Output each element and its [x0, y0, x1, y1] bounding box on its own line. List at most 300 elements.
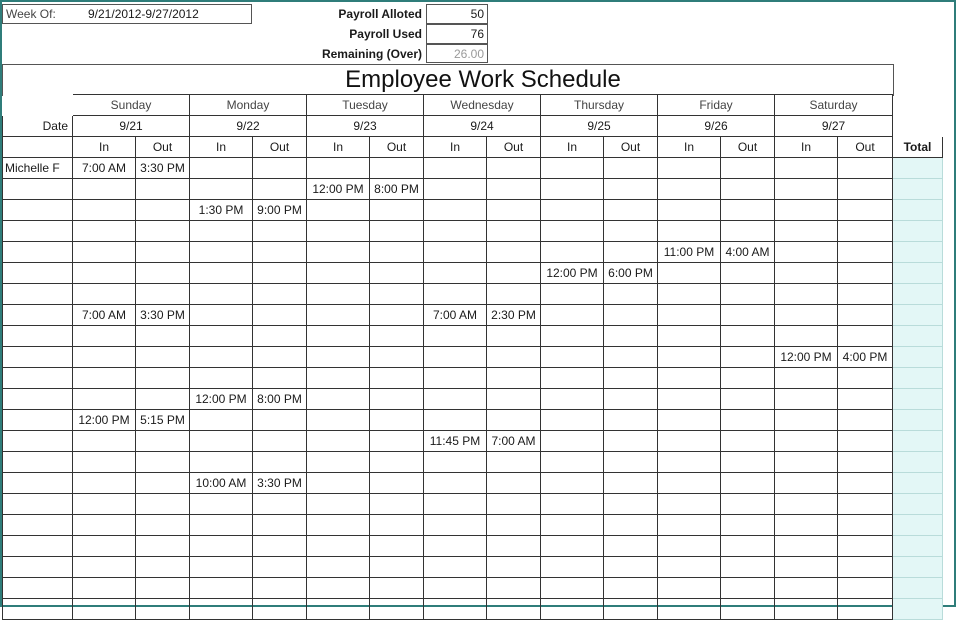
shift-out-cell[interactable] — [838, 431, 893, 452]
shift-out-cell[interactable] — [487, 599, 541, 620]
shift-out-cell[interactable] — [136, 494, 190, 515]
shift-out-cell[interactable] — [604, 452, 658, 473]
shift-in-cell[interactable] — [424, 158, 487, 179]
shift-out-cell[interactable] — [136, 578, 190, 599]
shift-in-cell[interactable] — [73, 263, 136, 284]
employee-name-cell[interactable] — [3, 389, 73, 410]
shift-out-cell[interactable] — [253, 347, 307, 368]
shift-out-cell[interactable] — [721, 431, 775, 452]
shift-out-cell[interactable] — [136, 284, 190, 305]
shift-in-cell[interactable] — [307, 326, 370, 347]
shift-out-cell[interactable] — [253, 452, 307, 473]
shift-out-cell[interactable] — [136, 452, 190, 473]
employee-name-cell[interactable] — [3, 326, 73, 347]
shift-in-cell[interactable] — [658, 410, 721, 431]
shift-out-cell[interactable] — [253, 599, 307, 620]
shift-in-cell[interactable] — [658, 557, 721, 578]
shift-out-cell[interactable] — [136, 599, 190, 620]
shift-in-cell[interactable] — [775, 578, 838, 599]
shift-out-cell[interactable] — [370, 368, 424, 389]
shift-out-cell[interactable] — [136, 431, 190, 452]
shift-in-cell[interactable] — [658, 389, 721, 410]
shift-out-cell[interactable] — [253, 158, 307, 179]
employee-name-cell[interactable] — [3, 536, 73, 557]
shift-out-cell[interactable] — [136, 200, 190, 221]
employee-name-cell[interactable] — [3, 494, 73, 515]
shift-out-cell[interactable] — [604, 599, 658, 620]
shift-out-cell[interactable] — [487, 473, 541, 494]
shift-in-cell[interactable] — [307, 452, 370, 473]
shift-out-cell[interactable] — [487, 284, 541, 305]
shift-in-cell[interactable] — [541, 284, 604, 305]
shift-in-cell[interactable] — [541, 368, 604, 389]
shift-in-cell[interactable]: 12:00 PM — [73, 410, 136, 431]
shift-in-cell[interactable] — [775, 473, 838, 494]
shift-out-cell[interactable]: 9:00 PM — [253, 200, 307, 221]
shift-in-cell[interactable] — [424, 347, 487, 368]
shift-in-cell[interactable] — [775, 410, 838, 431]
shift-in-cell[interactable] — [541, 473, 604, 494]
shift-out-cell[interactable] — [253, 494, 307, 515]
shift-in-cell[interactable] — [424, 389, 487, 410]
shift-out-cell[interactable]: 3:30 PM — [136, 305, 190, 326]
shift-out-cell[interactable] — [838, 452, 893, 473]
shift-in-cell[interactable] — [775, 305, 838, 326]
shift-out-cell[interactable] — [487, 494, 541, 515]
shift-in-cell[interactable] — [307, 389, 370, 410]
shift-out-cell[interactable] — [721, 473, 775, 494]
shift-in-cell[interactable] — [307, 158, 370, 179]
shift-in-cell[interactable] — [541, 494, 604, 515]
shift-in-cell[interactable] — [424, 242, 487, 263]
shift-in-cell[interactable] — [424, 221, 487, 242]
shift-out-cell[interactable] — [253, 221, 307, 242]
shift-in-cell[interactable] — [190, 536, 253, 557]
shift-out-cell[interactable] — [604, 389, 658, 410]
shift-out-cell[interactable] — [838, 284, 893, 305]
shift-out-cell[interactable] — [370, 557, 424, 578]
employee-name-cell[interactable] — [3, 557, 73, 578]
shift-in-cell[interactable] — [775, 389, 838, 410]
shift-out-cell[interactable] — [721, 221, 775, 242]
shift-out-cell[interactable] — [838, 557, 893, 578]
shift-out-cell[interactable] — [604, 158, 658, 179]
shift-out-cell[interactable] — [838, 578, 893, 599]
shift-out-cell[interactable] — [487, 242, 541, 263]
shift-in-cell[interactable] — [424, 515, 487, 536]
shift-out-cell[interactable] — [487, 536, 541, 557]
shift-out-cell[interactable] — [721, 284, 775, 305]
shift-in-cell[interactable] — [73, 452, 136, 473]
shift-out-cell[interactable] — [604, 410, 658, 431]
shift-in-cell[interactable] — [424, 452, 487, 473]
shift-in-cell[interactable] — [190, 515, 253, 536]
day-date-sunday[interactable]: 9/21 — [73, 116, 190, 137]
shift-in-cell[interactable] — [424, 557, 487, 578]
shift-in-cell[interactable]: 7:00 AM — [73, 158, 136, 179]
shift-in-cell[interactable] — [190, 452, 253, 473]
day-date-thursday[interactable]: 9/25 — [541, 116, 658, 137]
shift-out-cell[interactable] — [487, 452, 541, 473]
shift-out-cell[interactable] — [604, 242, 658, 263]
shift-out-cell[interactable] — [838, 536, 893, 557]
shift-in-cell[interactable] — [307, 263, 370, 284]
shift-in-cell[interactable] — [307, 599, 370, 620]
shift-in-cell[interactable] — [190, 368, 253, 389]
shift-out-cell[interactable] — [721, 536, 775, 557]
shift-in-cell[interactable] — [190, 494, 253, 515]
shift-out-cell[interactable] — [721, 179, 775, 200]
shift-out-cell[interactable] — [487, 578, 541, 599]
shift-out-cell[interactable] — [838, 242, 893, 263]
shift-in-cell[interactable] — [73, 242, 136, 263]
shift-out-cell[interactable] — [721, 410, 775, 431]
shift-in-cell[interactable] — [658, 200, 721, 221]
shift-out-cell[interactable] — [838, 200, 893, 221]
shift-out-cell[interactable] — [604, 284, 658, 305]
shift-out-cell[interactable] — [487, 515, 541, 536]
shift-in-cell[interactable]: 12:00 PM — [307, 179, 370, 200]
shift-out-cell[interactable] — [253, 431, 307, 452]
shift-out-cell[interactable] — [838, 263, 893, 284]
payroll-used-value[interactable]: 76 — [470, 27, 484, 41]
shift-in-cell[interactable] — [73, 536, 136, 557]
shift-in-cell[interactable]: 11:00 PM — [658, 242, 721, 263]
shift-in-cell[interactable] — [307, 431, 370, 452]
shift-in-cell[interactable] — [307, 200, 370, 221]
shift-out-cell[interactable]: 7:00 AM — [487, 431, 541, 452]
shift-in-cell[interactable]: 7:00 AM — [424, 305, 487, 326]
shift-in-cell[interactable] — [775, 326, 838, 347]
shift-in-cell[interactable] — [541, 305, 604, 326]
shift-in-cell[interactable] — [73, 347, 136, 368]
shift-in-cell[interactable] — [541, 578, 604, 599]
shift-out-cell[interactable] — [370, 347, 424, 368]
shift-in-cell[interactable] — [541, 158, 604, 179]
shift-out-cell[interactable] — [370, 389, 424, 410]
employee-name-cell[interactable] — [3, 242, 73, 263]
shift-in-cell[interactable] — [658, 305, 721, 326]
shift-out-cell[interactable] — [838, 158, 893, 179]
shift-out-cell[interactable] — [370, 326, 424, 347]
shift-in-cell[interactable] — [775, 221, 838, 242]
shift-out-cell[interactable] — [370, 200, 424, 221]
shift-out-cell[interactable]: 5:15 PM — [136, 410, 190, 431]
shift-in-cell[interactable] — [424, 179, 487, 200]
shift-in-cell[interactable]: 7:00 AM — [73, 305, 136, 326]
shift-in-cell[interactable] — [73, 326, 136, 347]
shift-out-cell[interactable] — [136, 347, 190, 368]
shift-in-cell[interactable] — [73, 578, 136, 599]
shift-out-cell[interactable] — [370, 599, 424, 620]
shift-in-cell[interactable] — [658, 452, 721, 473]
shift-in-cell[interactable] — [424, 368, 487, 389]
shift-in-cell[interactable] — [775, 200, 838, 221]
shift-out-cell[interactable] — [838, 179, 893, 200]
shift-in-cell[interactable] — [190, 431, 253, 452]
shift-out-cell[interactable] — [604, 200, 658, 221]
shift-in-cell[interactable] — [541, 536, 604, 557]
shift-in-cell[interactable] — [73, 221, 136, 242]
shift-out-cell[interactable] — [370, 221, 424, 242]
shift-out-cell[interactable] — [370, 473, 424, 494]
shift-out-cell[interactable] — [838, 473, 893, 494]
shift-out-cell[interactable] — [838, 599, 893, 620]
shift-out-cell[interactable] — [253, 284, 307, 305]
shift-out-cell[interactable] — [721, 389, 775, 410]
shift-in-cell[interactable] — [658, 326, 721, 347]
shift-out-cell[interactable]: 2:30 PM — [487, 305, 541, 326]
shift-out-cell[interactable] — [604, 179, 658, 200]
shift-in-cell[interactable] — [658, 263, 721, 284]
shift-out-cell[interactable] — [487, 410, 541, 431]
shift-in-cell[interactable]: 12:00 PM — [775, 347, 838, 368]
shift-in-cell[interactable] — [658, 347, 721, 368]
shift-out-cell[interactable] — [721, 557, 775, 578]
employee-name-cell[interactable] — [3, 431, 73, 452]
shift-in-cell[interactable] — [658, 494, 721, 515]
shift-in-cell[interactable] — [658, 158, 721, 179]
shift-in-cell[interactable] — [190, 242, 253, 263]
shift-in-cell[interactable] — [541, 410, 604, 431]
shift-out-cell[interactable] — [370, 578, 424, 599]
shift-in-cell[interactable] — [190, 599, 253, 620]
shift-in-cell[interactable] — [775, 536, 838, 557]
shift-in-cell[interactable] — [658, 368, 721, 389]
shift-out-cell[interactable] — [604, 305, 658, 326]
employee-name-cell[interactable] — [3, 515, 73, 536]
shift-in-cell[interactable] — [424, 200, 487, 221]
shift-out-cell[interactable] — [721, 494, 775, 515]
shift-out-cell[interactable] — [604, 515, 658, 536]
shift-in-cell[interactable] — [775, 158, 838, 179]
shift-out-cell[interactable] — [370, 431, 424, 452]
employee-name-cell[interactable] — [3, 200, 73, 221]
shift-in-cell[interactable] — [658, 599, 721, 620]
shift-in-cell[interactable] — [424, 284, 487, 305]
shift-in-cell[interactable] — [307, 557, 370, 578]
shift-out-cell[interactable] — [721, 452, 775, 473]
shift-out-cell[interactable] — [604, 494, 658, 515]
day-date-saturday[interactable]: 9/27 — [775, 116, 893, 137]
shift-in-cell[interactable] — [73, 284, 136, 305]
shift-in-cell[interactable] — [307, 221, 370, 242]
shift-in-cell[interactable] — [73, 368, 136, 389]
shift-in-cell[interactable] — [307, 368, 370, 389]
shift-out-cell[interactable] — [721, 347, 775, 368]
shift-out-cell[interactable] — [604, 536, 658, 557]
shift-in-cell[interactable] — [541, 242, 604, 263]
shift-in-cell[interactable] — [190, 578, 253, 599]
shift-in-cell[interactable] — [73, 389, 136, 410]
shift-in-cell[interactable] — [424, 578, 487, 599]
shift-in-cell[interactable] — [658, 473, 721, 494]
payroll-alloted-value[interactable]: 50 — [470, 7, 484, 21]
employee-name-cell[interactable] — [3, 473, 73, 494]
shift-out-cell[interactable] — [721, 200, 775, 221]
shift-in-cell[interactable] — [424, 410, 487, 431]
shift-in-cell[interactable] — [307, 305, 370, 326]
shift-out-cell[interactable] — [136, 242, 190, 263]
shift-out-cell[interactable] — [604, 368, 658, 389]
shift-out-cell[interactable] — [838, 410, 893, 431]
shift-in-cell[interactable] — [658, 179, 721, 200]
shift-out-cell[interactable] — [136, 536, 190, 557]
shift-in-cell[interactable] — [190, 284, 253, 305]
shift-in-cell[interactable] — [658, 431, 721, 452]
employee-name-cell[interactable] — [3, 263, 73, 284]
shift-out-cell[interactable] — [487, 557, 541, 578]
shift-out-cell[interactable] — [253, 410, 307, 431]
shift-in-cell[interactable] — [190, 557, 253, 578]
shift-in-cell[interactable] — [307, 410, 370, 431]
shift-in-cell[interactable] — [73, 599, 136, 620]
shift-in-cell[interactable] — [658, 578, 721, 599]
employee-name-cell[interactable] — [3, 179, 73, 200]
shift-out-cell[interactable] — [136, 389, 190, 410]
shift-out-cell[interactable] — [370, 410, 424, 431]
shift-out-cell[interactable] — [721, 158, 775, 179]
shift-in-cell[interactable] — [541, 200, 604, 221]
shift-in-cell[interactable] — [541, 347, 604, 368]
shift-in-cell[interactable] — [73, 515, 136, 536]
shift-in-cell[interactable] — [190, 158, 253, 179]
shift-in-cell[interactable] — [73, 431, 136, 452]
shift-out-cell[interactable] — [604, 347, 658, 368]
shift-out-cell[interactable] — [253, 578, 307, 599]
week-of-value[interactable]: 9/21/2012-9/27/2012 — [88, 7, 199, 21]
shift-in-cell[interactable] — [307, 347, 370, 368]
shift-in-cell[interactable] — [775, 368, 838, 389]
shift-out-cell[interactable] — [487, 326, 541, 347]
shift-in-cell[interactable] — [190, 305, 253, 326]
shift-in-cell[interactable] — [190, 410, 253, 431]
shift-in-cell[interactable] — [775, 515, 838, 536]
shift-in-cell[interactable] — [424, 599, 487, 620]
shift-in-cell[interactable] — [190, 326, 253, 347]
shift-in-cell[interactable] — [541, 221, 604, 242]
shift-in-cell[interactable] — [658, 284, 721, 305]
shift-out-cell[interactable] — [838, 326, 893, 347]
shift-in-cell[interactable] — [307, 515, 370, 536]
shift-in-cell[interactable] — [424, 326, 487, 347]
shift-in-cell[interactable] — [541, 557, 604, 578]
shift-in-cell[interactable] — [775, 263, 838, 284]
shift-out-cell[interactable] — [721, 305, 775, 326]
shift-in-cell[interactable] — [775, 599, 838, 620]
shift-out-cell[interactable] — [604, 221, 658, 242]
shift-in-cell[interactable] — [190, 221, 253, 242]
shift-out-cell[interactable] — [370, 305, 424, 326]
shift-out-cell[interactable] — [721, 515, 775, 536]
shift-out-cell[interactable] — [136, 179, 190, 200]
shift-out-cell[interactable] — [838, 515, 893, 536]
shift-in-cell[interactable] — [190, 347, 253, 368]
shift-out-cell[interactable] — [253, 368, 307, 389]
shift-out-cell[interactable] — [838, 305, 893, 326]
shift-out-cell[interactable] — [136, 221, 190, 242]
employee-name-cell[interactable] — [3, 410, 73, 431]
shift-in-cell[interactable] — [541, 389, 604, 410]
shift-out-cell[interactable] — [253, 305, 307, 326]
shift-out-cell[interactable] — [136, 326, 190, 347]
shift-in-cell[interactable] — [307, 536, 370, 557]
shift-out-cell[interactable] — [721, 599, 775, 620]
shift-out-cell[interactable] — [721, 368, 775, 389]
shift-out-cell[interactable] — [136, 515, 190, 536]
shift-in-cell[interactable] — [73, 557, 136, 578]
shift-out-cell[interactable]: 4:00 AM — [721, 242, 775, 263]
shift-in-cell[interactable] — [190, 179, 253, 200]
shift-in-cell[interactable]: 10:00 AM — [190, 473, 253, 494]
shift-out-cell[interactable] — [370, 452, 424, 473]
shift-out-cell[interactable] — [721, 578, 775, 599]
employee-name-cell[interactable] — [3, 284, 73, 305]
shift-out-cell[interactable] — [136, 368, 190, 389]
shift-out-cell[interactable] — [487, 368, 541, 389]
shift-out-cell[interactable] — [370, 494, 424, 515]
shift-out-cell[interactable] — [136, 473, 190, 494]
day-date-friday[interactable]: 9/26 — [658, 116, 775, 137]
shift-in-cell[interactable] — [307, 578, 370, 599]
shift-out-cell[interactable]: 6:00 PM — [604, 263, 658, 284]
shift-out-cell[interactable]: 8:00 PM — [370, 179, 424, 200]
shift-in-cell[interactable] — [73, 473, 136, 494]
shift-in-cell[interactable] — [775, 284, 838, 305]
shift-out-cell[interactable]: 4:00 PM — [838, 347, 893, 368]
shift-in-cell[interactable] — [541, 599, 604, 620]
shift-in-cell[interactable] — [73, 494, 136, 515]
shift-out-cell[interactable] — [721, 263, 775, 284]
shift-out-cell[interactable] — [838, 494, 893, 515]
shift-out-cell[interactable] — [487, 221, 541, 242]
shift-out-cell[interactable] — [487, 200, 541, 221]
shift-out-cell[interactable] — [487, 263, 541, 284]
shift-out-cell[interactable] — [253, 242, 307, 263]
employee-name-cell[interactable] — [3, 347, 73, 368]
shift-out-cell[interactable] — [838, 221, 893, 242]
shift-out-cell[interactable] — [721, 326, 775, 347]
shift-out-cell[interactable] — [253, 326, 307, 347]
employee-name-cell[interactable] — [3, 599, 73, 620]
shift-out-cell[interactable] — [487, 347, 541, 368]
shift-in-cell[interactable] — [658, 536, 721, 557]
shift-out-cell[interactable] — [253, 179, 307, 200]
shift-in-cell[interactable] — [307, 242, 370, 263]
day-date-monday[interactable]: 9/22 — [190, 116, 307, 137]
employee-name-cell[interactable] — [3, 221, 73, 242]
shift-in-cell[interactable] — [424, 263, 487, 284]
shift-out-cell[interactable]: 3:30 PM — [136, 158, 190, 179]
shift-in-cell[interactable] — [658, 221, 721, 242]
shift-out-cell[interactable] — [253, 536, 307, 557]
shift-in-cell[interactable] — [541, 515, 604, 536]
shift-out-cell[interactable] — [253, 263, 307, 284]
shift-in-cell[interactable] — [541, 179, 604, 200]
shift-in-cell[interactable] — [658, 515, 721, 536]
day-date-tuesday[interactable]: 9/23 — [307, 116, 424, 137]
shift-in-cell[interactable] — [775, 557, 838, 578]
employee-name-cell[interactable]: Michelle F — [3, 158, 73, 179]
shift-out-cell[interactable] — [487, 179, 541, 200]
shift-out-cell[interactable] — [370, 536, 424, 557]
shift-in-cell[interactable] — [424, 494, 487, 515]
employee-name-cell[interactable] — [3, 452, 73, 473]
shift-in-cell[interactable] — [424, 473, 487, 494]
shift-in-cell[interactable]: 11:45 PM — [424, 431, 487, 452]
shift-in-cell[interactable] — [775, 452, 838, 473]
shift-out-cell[interactable] — [604, 326, 658, 347]
